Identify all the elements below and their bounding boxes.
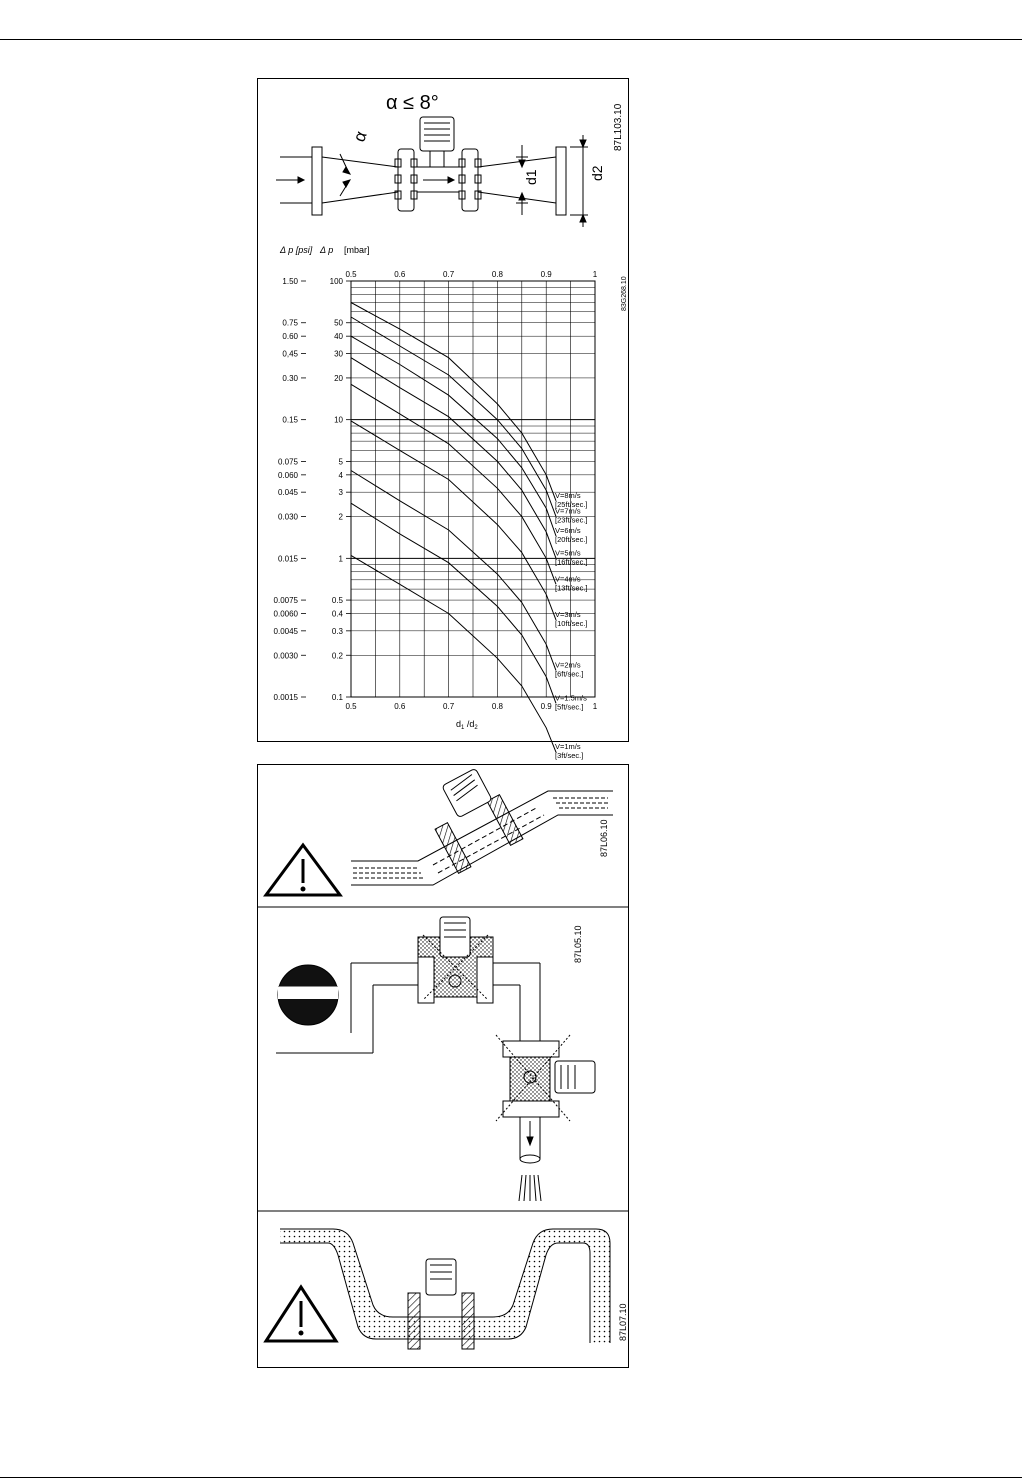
velocity-curve-label-ft: [3ft/sec.] (555, 751, 584, 761)
sloped-installation-drawing (266, 768, 613, 895)
alpha-label: α (349, 128, 371, 145)
vertical-installation-drawing (276, 917, 595, 1201)
velocity-curve-label-ft: [16ft/sec.] (555, 557, 588, 567)
mbar-tick-label: 0.2 (331, 651, 343, 661)
inlet-flange (312, 147, 322, 215)
x-tick-label-bottom: 0.7 (443, 702, 455, 711)
psi-tick-label: 0.075 (277, 457, 298, 467)
velocity-curve (351, 336, 556, 536)
chart-curves (351, 303, 556, 753)
installation-panel (257, 764, 629, 1368)
pressure-loss-panel (257, 78, 629, 761)
x-tick-label-bottom: 0.6 (394, 702, 406, 711)
velocity-curve (351, 421, 556, 620)
mbar-tick-label: 0.3 (331, 626, 343, 636)
psi-tick-label: 0.045 (277, 488, 298, 498)
velocity-curve-label-ft: [10ft/sec.] (555, 618, 588, 628)
footer-rule (0, 1477, 1022, 1478)
mbar-tick-label: 100 (329, 277, 343, 286)
psi-tick-label: 0.0030 (273, 651, 298, 661)
x-tick-label-top: 0.8 (491, 270, 503, 279)
x-tick-label-bottom: 0.8 (491, 702, 503, 711)
velocity-curve-label: V=6m/s (555, 525, 581, 535)
psi-axis-header: Δ p [psi] (280, 245, 313, 255)
x-tick-label-top: 0.5 (345, 270, 357, 279)
velocity-curve-label-ft: [23ft/sec.] (555, 515, 588, 525)
psi-tick-label: 0.015 (277, 554, 298, 564)
velocity-curve (351, 555, 556, 752)
figure-code-87L07: 87L07.10 (618, 1303, 628, 1341)
psi-tick-label: 0.75 (282, 318, 298, 328)
velocity-curve (351, 358, 556, 559)
pressure-loss-svg (258, 79, 628, 761)
x-tick-label-top: 1 (592, 270, 598, 279)
velocity-curve-label: V=7m/s (555, 506, 581, 516)
x-axis-label-sub2: 2 (474, 725, 478, 731)
velocity-curve-label: V=1m/s (555, 742, 581, 752)
mbar-tick-label: 40 (334, 332, 343, 342)
mbar-tick-label: 20 (334, 373, 343, 383)
psi-tick-label: 0.15 (282, 415, 298, 425)
velocity-curve-label: V=5m/s (555, 548, 581, 558)
d2-label: d2 (589, 165, 605, 181)
x-tick-label-bottom: 0.9 (540, 702, 552, 711)
mbar-tick-label: 3 (338, 488, 343, 498)
psi-tick-label: 1.50 (282, 277, 298, 286)
mbar-tick-label: 2 (338, 512, 343, 522)
psi-tick-label: 0.060 (277, 470, 298, 480)
mbar-tick-label: 5 (338, 457, 343, 467)
transmitter-head (420, 117, 454, 151)
psi-tick-label: 0.30 (282, 373, 298, 383)
mbar-tick-label: 4 (338, 470, 343, 480)
mbar-tick-label: 50 (334, 318, 343, 328)
x-tick-label-bottom: 1 (592, 702, 598, 711)
psi-tick-label: 0.0015 (273, 693, 298, 702)
mbar-tick-label: 0.1 (331, 693, 343, 702)
x-tick-label-bottom: 0.5 (345, 702, 357, 711)
mbar-tick-label: 10 (334, 415, 343, 425)
angle-condition-label: α ≤ 8° (386, 92, 439, 114)
x-axis-label (456, 719, 478, 731)
chart-code: 83G268.10 (621, 276, 628, 311)
psi-tick-label: 0.030 (277, 512, 298, 522)
velocity-curve-label: V=3m/s (555, 609, 581, 619)
x-axis-label-d: d (456, 719, 462, 729)
figure-code-87L103: 87L103.10 (613, 103, 624, 151)
mbar-tick-label: 30 (334, 349, 343, 359)
velocity-curve (351, 303, 556, 501)
x-tick-label-top: 0.6 (394, 270, 406, 279)
d1-label: d1 (523, 169, 539, 185)
mbar-axis-header: [mbar] (344, 245, 370, 255)
psi-tick-label: 0,45 (282, 349, 298, 359)
header-rule (0, 39, 1022, 40)
velocity-curve-label: V=1.5m/s (555, 693, 587, 703)
chart-grid (351, 281, 595, 697)
outlet-flange (556, 147, 566, 215)
psi-tick-label: 0.60 (282, 332, 298, 342)
velocity-curve (351, 503, 556, 703)
u-bend-installation-drawing (266, 1229, 610, 1349)
velocity-curve-label: V=8m/s (555, 490, 581, 500)
velocity-curve-label: V=4m/s (555, 574, 581, 584)
psi-tick-label: 0.0075 (273, 596, 298, 606)
psi-tick-label: 0.0045 (273, 626, 298, 636)
x-axis-label-mid: /d (464, 719, 475, 729)
figure-code-87L05: 87L05.10 (573, 925, 583, 963)
velocity-curve (351, 317, 556, 517)
mbar-tick-label: 0.5 (331, 596, 343, 606)
velocity-curve-label-ft: [5ft/sec.] (555, 702, 584, 712)
mbar-tick-label: 0.4 (331, 609, 343, 619)
psi-tick-label: 0.0060 (273, 609, 298, 619)
velocity-curve-label-ft: [25ft/sec.] (555, 499, 588, 509)
figure-code-87L06: 87L06.10 (599, 819, 609, 857)
x-axis-label-sub1: 1 (461, 725, 465, 731)
dp-axis-header: Δ p (320, 245, 334, 255)
x-tick-label-top: 0.7 (443, 270, 455, 279)
velocity-curve-label: V=2m/s (555, 660, 581, 670)
velocity-curve-label-ft: [6ft/sec.] (555, 669, 584, 679)
velocity-curve-label-ft: [20ft/sec.] (555, 534, 588, 544)
mbar-tick-label: 1 (338, 554, 343, 564)
x-tick-label-top: 0.9 (540, 270, 552, 279)
installation-svg (258, 765, 628, 1367)
velocity-curve-label-ft: [13ft/sec.] (555, 583, 588, 593)
